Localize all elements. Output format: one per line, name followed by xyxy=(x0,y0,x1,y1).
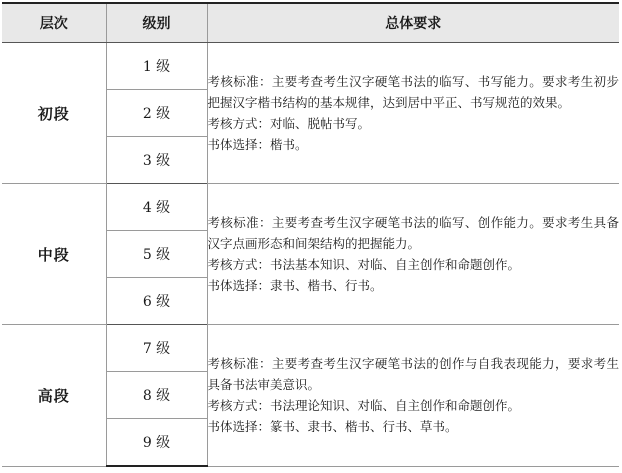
grade-cell: 9 级 xyxy=(106,419,207,467)
requirements-cell-advanced xyxy=(207,325,619,467)
grade-cell: 8 级 xyxy=(106,372,207,419)
script-selection: 书体选择：隶书、楷书、行书。 xyxy=(207,278,383,293)
table-row xyxy=(2,325,619,372)
assessment-standard: 考核标准：主要考查考生汉字硬笔书法的创作与自我表现能力，要求考生具备书法审美意识。 xyxy=(207,356,619,393)
grade-cell: 2 级 xyxy=(106,90,207,137)
level-cell-beginner: 初段 xyxy=(2,43,106,184)
header-grade: 级别 xyxy=(106,3,207,43)
grade-requirements-table xyxy=(2,2,619,467)
grade-cell: 1 级 xyxy=(106,43,207,90)
grade-cell: 6 级 xyxy=(106,278,207,325)
table-header-row xyxy=(2,3,619,43)
requirements-cell-intermediate xyxy=(207,184,619,325)
table-row xyxy=(2,43,619,90)
level-cell-intermediate: 中段 xyxy=(2,184,106,325)
assessment-method: 考核方式：对临、脱帖书写。 xyxy=(207,116,371,131)
assessment-standard: 考核标准：主要考查考生汉字硬笔书法的临写、书写能力。要求考生初步把握汉字楷书结构的基本规律，达到居中平正、书写规范的效果。 xyxy=(207,74,619,110)
grade-cell: 4 级 xyxy=(106,184,207,231)
table-row xyxy=(2,184,619,231)
assessment-method: 考核方式：书法理论知识、对临、自主创作和命题创作。 xyxy=(207,398,521,414)
grade-cell: 7 级 xyxy=(106,325,207,372)
requirements-cell-beginner xyxy=(207,43,619,184)
header-level: 层次 xyxy=(2,3,106,43)
assessment-method: 考核方式：书法基本知识、对临、自主创作和命题创作。 xyxy=(207,257,521,272)
level-cell-advanced: 高段 xyxy=(2,325,106,467)
assessment-standard: 考核标准：主要考查考生汉字硬笔书法的临写、创作能力。要求考生具备汉字点画形态和间架结构的把握能力。 xyxy=(207,215,619,251)
header-requirements: 总体要求 xyxy=(207,3,619,43)
grade-cell: 3 级 xyxy=(106,137,207,184)
script-selection: 书体选择：楷书。 xyxy=(207,137,308,152)
grade-cell: 5 级 xyxy=(106,231,207,278)
script-selection: 书体选择：篆书、隶书、楷书、行书、草书。 xyxy=(207,419,458,435)
